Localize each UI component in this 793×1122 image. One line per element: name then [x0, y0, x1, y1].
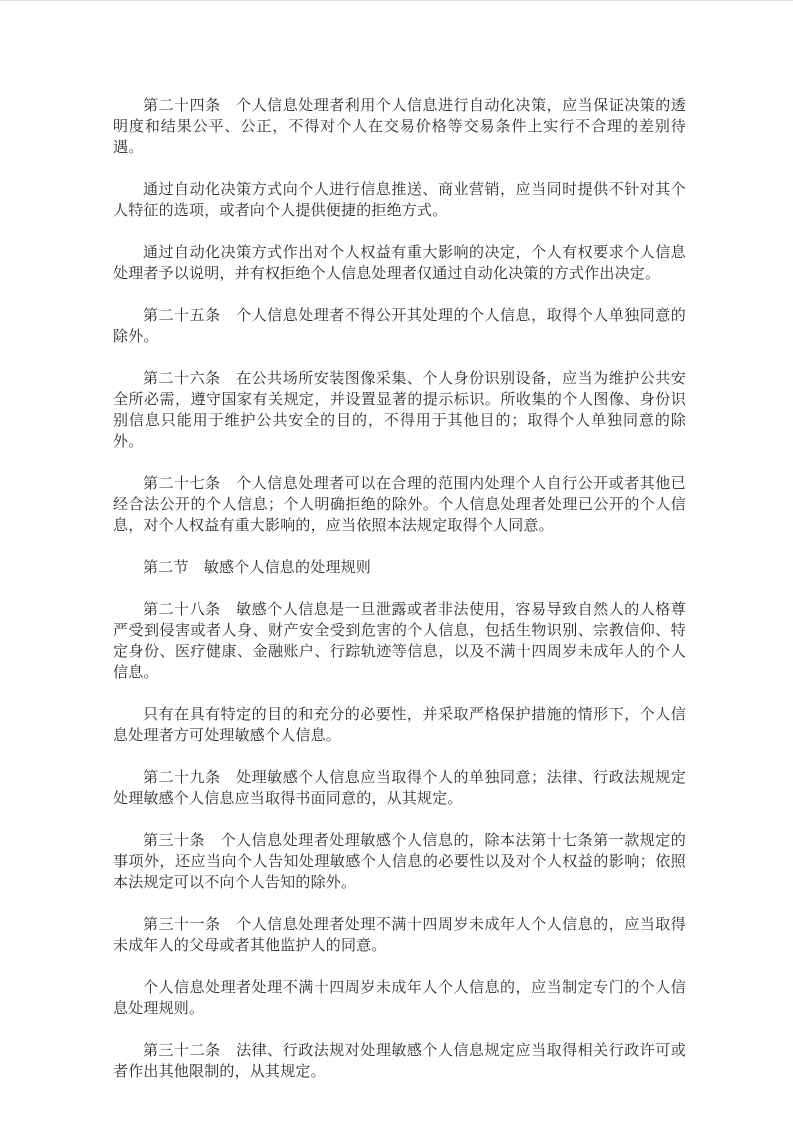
document-text-block — [113, 96, 686, 1104]
article-24-paragraph-2: 通过自动化决策方式向个人进行信息推送、商业营销，应当同时提供不针对其个人特征的选项，或者向个人提供便捷的拒绝方式。 — [113, 182, 686, 219]
article-31-paragraph-2: 个人信息处理者处理不满十四周岁未成年人个人信息的，应当制定专门的个人信息处理规则。 — [113, 980, 686, 1017]
article-25-paragraph: 第二十五条 个人信息处理者不得公开其处理的个人信息，取得个人单独同意的除外。 — [113, 308, 686, 345]
article-28-paragraph-1: 第二十八条 敏感个人信息是一旦泄露或者非法使用，容易导致自然人的人格尊严受到侵害或者人身、财产安全受到危害的个人信息，包括生物识别、宗教信仰、特定身份、医疗健康、金融账户、行踪轨迹等信息，以及不满十四周岁未成年人的个人信息。 — [113, 602, 686, 681]
article-30-paragraph: 第三十条 个人信息处理者处理敏感个人信息的，除本法第十七条第一款规定的事项外，还应当向个人告知处理敏感个人信息的必要性以及对个人权益的影响；依照本法规定可以不向个人告知的除外。 — [113, 833, 686, 891]
article-28-paragraph-2: 只有在具有特定的目的和充分的必要性，并采取严格保护措施的情形下，个人信息处理者方可处理敏感个人信息。 — [113, 707, 686, 744]
article-27-paragraph: 第二十七条 个人信息处理者可以在合理的范围内处理个人自行公开或者其他已经合法公开的个人信息；个人明确拒绝的除外。个人信息处理者处理已公开的个人信息，对个人权益有重大影响的，应当依照本法规定取得个人同意。 — [113, 476, 686, 534]
article-31-paragraph-1: 第三十一条 个人信息处理者处理不满十四周岁未成年人个人信息的，应当取得未成年人的父母或者其他监护人的同意。 — [113, 917, 686, 954]
article-29-paragraph: 第二十九条 处理敏感个人信息应当取得个人的单独同意；法律、行政法规规定处理敏感个人信息应当取得书面同意的，从其规定。 — [113, 770, 686, 807]
article-32-paragraph: 第三十二条 法律、行政法规对处理敏感个人信息规定应当取得相关行政许可或者作出其他限制的，从其规定。 — [113, 1043, 686, 1080]
article-24-paragraph-1: 第二十四条 个人信息处理者利用个人信息进行自动化决策，应当保证决策的透明度和结果公平、公正，不得对个人在交易价格等交易条件上实行不合理的差别待遇。 — [113, 98, 686, 156]
article-26-paragraph: 第二十六条 在公共场所安装图像采集、个人身份识别设备，应当为维护公共安全所必需，遵守国家有关规定，并设置显著的提示标识。所收集的个人图像、身份识别信息只能用于维护公共安全的目的，不得用于其他目的；取得个人单独同意的除外。 — [113, 371, 686, 450]
article-24-paragraph-3: 通过自动化决策方式作出对个人权益有重大影响的决定，个人有权要求个人信息处理者予以说明，并有权拒绝个人信息处理者仅通过自动化决策的方式作出决定。 — [113, 245, 686, 282]
section-heading: 第二节 敏感个人信息的处理规则 — [143, 560, 372, 576]
